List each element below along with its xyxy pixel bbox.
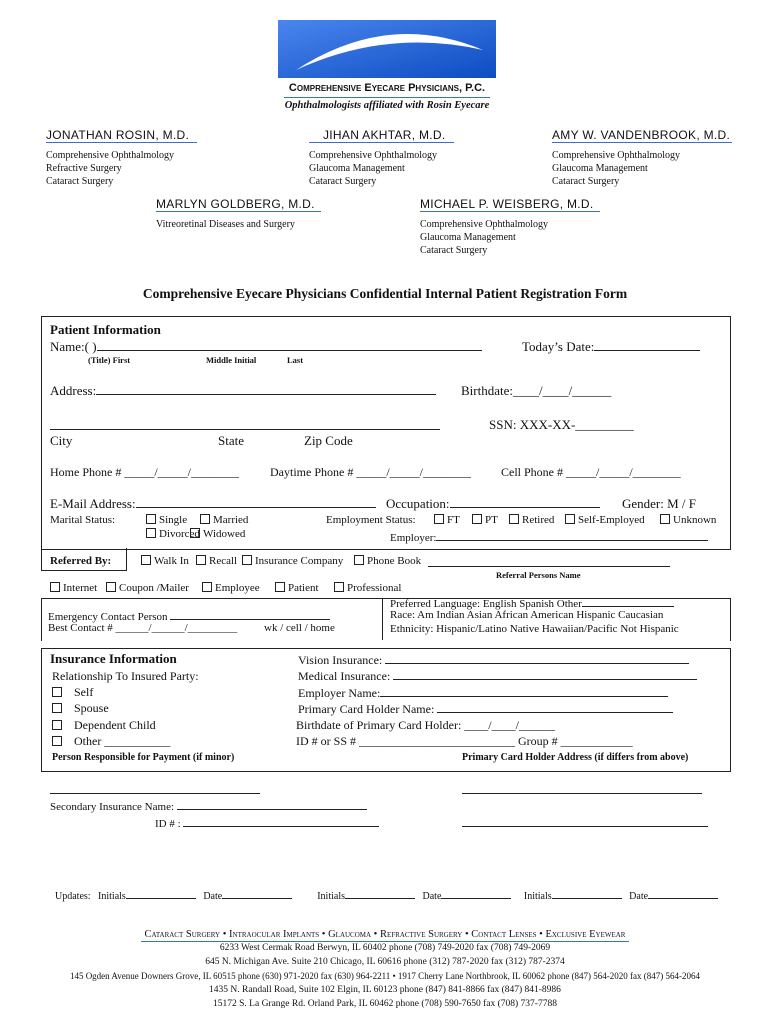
option-label: Insurance Company <box>255 555 344 567</box>
home-phone-field[interactable]: Home Phone # _____/_____/________ <box>50 465 239 479</box>
employment-status-label: Employment Status: <box>326 514 416 526</box>
option-label: Professional <box>347 582 402 594</box>
employer-name-label: Employer Name: <box>298 686 381 700</box>
holder-name-label: Primary Card Holder Name: <box>298 702 435 716</box>
checkbox-icon[interactable] <box>146 514 156 524</box>
checkbox-icon[interactable] <box>200 514 210 524</box>
company-tagline: Ophthalmologists affiliated with Rosin Eyecare <box>284 100 490 111</box>
marital-married[interactable] <box>200 514 248 526</box>
secondary-id-label: ID # : <box>155 818 181 830</box>
checkbox-icon[interactable] <box>354 555 364 565</box>
doctor-specialty: Vitreoretinal Diseases and Surgery <box>156 219 295 230</box>
option-label: Married <box>213 514 249 526</box>
referral-patient[interactable] <box>275 582 319 594</box>
holder-birthdate-field[interactable]: Birthdate of Primary Card Holder: ____/____/______ <box>296 718 555 732</box>
checkbox-icon[interactable] <box>334 582 344 592</box>
preferred-language-field[interactable] <box>390 595 674 610</box>
address-line-2[interactable] <box>50 429 440 430</box>
name-sublabel-first: (Title) First <box>88 355 131 365</box>
date-field[interactable] <box>222 889 292 899</box>
city-label: City <box>50 433 73 448</box>
relationship-label: Relationship To Insured Party: <box>52 669 199 683</box>
marital-status-label: Marital Status: <box>50 514 116 526</box>
section-divider <box>382 598 383 640</box>
medical-insurance-field[interactable] <box>298 668 697 684</box>
checkbox-icon[interactable] <box>106 582 116 592</box>
todays-date-label: Today’s Date: <box>522 339 595 354</box>
date-label: Date <box>203 891 223 902</box>
footer-address-elgin: 1435 N. Randall Road, Suite 102 Elgin, IL 60123 phone (847) 841-8866 fax (847) 841-8986 <box>209 985 561 995</box>
email-field[interactable] <box>50 496 376 512</box>
doctor-name: MARLYN GOLDBERG, M.D. <box>156 197 321 212</box>
doctor-specialty: Comprehensive Ophthalmology <box>552 150 681 161</box>
checkbox-icon[interactable] <box>52 720 62 730</box>
employer-field[interactable] <box>390 529 708 544</box>
initials-field[interactable] <box>345 889 415 899</box>
address-field[interactable] <box>50 383 436 399</box>
option-label: Divorced <box>159 528 200 540</box>
doctor-rosin <box>46 128 197 188</box>
name-label: Name:( ) <box>50 339 97 354</box>
secondary-id-field[interactable] <box>155 815 379 830</box>
insurance-heading: Insurance Information <box>50 651 177 666</box>
referral-employee[interactable] <box>202 582 260 594</box>
doctor-name: JIHAN AKHTAR, M.D. <box>309 128 454 143</box>
option-label: Retired <box>522 514 555 526</box>
preferred-language-label: Preferred Language: English Spanish Other <box>390 598 582 610</box>
doctor-specialty: Glaucoma Management <box>309 163 405 174</box>
option-label: Spouse <box>74 701 109 715</box>
option-label: Walk In <box>154 555 189 567</box>
checkbox-icon[interactable] <box>52 703 62 713</box>
doctor-specialty: Cataract Surgery <box>309 176 377 187</box>
checkbox-icon[interactable] <box>50 582 60 592</box>
checkbox-icon[interactable] <box>190 528 200 538</box>
race-field[interactable]: Race: Am Indian Asian African American Hispanic Caucasian <box>390 609 664 621</box>
ssn-field[interactable]: SSN: XXX-XX-_________ <box>489 417 634 432</box>
doctor-name: JONATHAN ROSIN, M.D. <box>46 128 197 143</box>
doctor-weisberg <box>420 197 600 257</box>
option-label: Self-Employed <box>578 514 645 526</box>
checkbox-icon[interactable] <box>202 582 212 592</box>
doctor-specialty: Comprehensive Ophthalmology <box>309 150 438 161</box>
relationship-spouse[interactable] <box>52 701 109 716</box>
form-title: Comprehensive Eyecare Physicians Confidential Internal Patient Registration Form <box>142 286 628 301</box>
doctor-name: MICHAEL P. WEISBERG, M.D. <box>420 197 600 212</box>
employer-label: Employer: <box>390 532 437 544</box>
checkbox-icon[interactable] <box>434 514 444 524</box>
company-name: Comprehensive Eyecare Physicians, P.C. <box>288 82 486 94</box>
checkbox-icon[interactable] <box>52 736 62 746</box>
footer-address-downers-grove-northbrook: 145 Ogden Avenue Downers Grove, IL 60515 phone (630) 971-2020 fax (630) 964-2211 • 1917 Cherry Lane Northbrook, IL 60062 phone (847) 564-2020 fax (847) 564-2064 <box>69 971 701 981</box>
date-field[interactable] <box>648 889 718 899</box>
referral-insurance-company[interactable] <box>242 555 343 567</box>
doctor-specialty: Cataract Surgery <box>46 176 114 187</box>
option-label: Dependent Child <box>74 718 156 732</box>
doctor-specialty: Glaucoma Management <box>552 163 648 174</box>
checkbox-icon[interactable] <box>275 582 285 592</box>
checkbox-icon[interactable] <box>242 555 252 565</box>
referral-name-line[interactable] <box>428 566 670 567</box>
occupation-field[interactable] <box>386 496 600 512</box>
logo-graphic <box>278 20 496 78</box>
checkbox-icon[interactable] <box>52 687 62 697</box>
state-label: State <box>218 433 244 448</box>
date-field[interactable] <box>441 889 511 899</box>
name-field[interactable] <box>50 339 482 355</box>
option-label: Unknown <box>673 514 717 526</box>
checkbox-icon[interactable] <box>141 555 151 565</box>
holder-address-line[interactable] <box>462 793 702 794</box>
medical-insurance-label: Medical Insurance: <box>298 669 391 683</box>
marital-single[interactable] <box>146 514 187 526</box>
option-label: Internet <box>63 582 98 594</box>
option-label: Coupon /Mailer <box>119 582 189 594</box>
name-sublabel-last: Last <box>287 355 304 365</box>
option-label: Phone Book <box>367 555 422 567</box>
holder-address-line-2[interactable] <box>462 826 708 827</box>
footer-address-chicago: 645 N. Michigan Ave. Suite 210 Chicago, IL 60616 phone (312) 787-2020 fax (312) 787-2374 <box>205 957 565 967</box>
checkbox-icon[interactable] <box>472 514 482 524</box>
referral-coupon[interactable] <box>106 582 189 594</box>
initials-label: Initials <box>317 891 345 902</box>
vision-insurance-label: Vision Insurance: <box>298 653 383 667</box>
initials-field[interactable] <box>126 889 196 899</box>
employment-retired[interactable] <box>509 514 554 526</box>
employment-unknown[interactable] <box>660 514 716 526</box>
date-label: Date <box>629 891 649 902</box>
initials-label: Initials <box>523 891 552 902</box>
date-label: Date <box>422 891 442 902</box>
holder-address-label: Primary Card Holder Address (if differs from above) <box>462 752 689 763</box>
referral-recall[interactable] <box>196 555 237 567</box>
option-label: Patient <box>288 582 319 594</box>
footer-address-orland-park: 15172 S. La Grange Rd. Orland Park, IL 60462 phone (708) 590-7650 fax (708) 737-7788 <box>213 999 557 1009</box>
doctor-specialty: Glaucoma Management <box>420 232 516 243</box>
doctor-specialty: Cataract Surgery <box>552 176 620 187</box>
gender-field[interactable]: Gender: M / F <box>622 496 697 511</box>
cell-phone-field[interactable]: Cell Phone # _____/_____/________ <box>501 465 681 479</box>
secondary-insurance-field[interactable] <box>50 798 367 813</box>
name-sublabel-middle: Middle Initial <box>206 355 257 365</box>
employment-ft[interactable] <box>434 514 460 526</box>
emergency-contact-label: Emergency Contact Person <box>48 611 168 623</box>
best-contact-field[interactable]: Best Contact # ______/______/_________ <box>48 622 238 634</box>
vision-insurance-field[interactable] <box>298 652 689 668</box>
responsible-party-label: Person Responsible for Payment (if minor) <box>52 752 235 763</box>
referred-by-label: Referred By: <box>50 555 112 567</box>
option-label: Widowed <box>203 528 246 540</box>
id-group-field[interactable]: ID # or SS # __________________________ Group # ____________ <box>296 734 633 748</box>
holder-name-field[interactable] <box>298 701 673 717</box>
employment-self-employed[interactable] <box>565 514 645 526</box>
checkbox-icon[interactable] <box>509 514 519 524</box>
relationship-dependent-child[interactable] <box>52 718 156 733</box>
referral-name-caption: Referral Persons Name <box>496 570 581 580</box>
best-contact-type[interactable]: wk / cell / home <box>264 622 335 634</box>
updates-label: Updates: <box>55 891 91 902</box>
referral-phone-book[interactable] <box>354 555 421 567</box>
updates-row <box>55 889 718 902</box>
doctor-specialty: Comprehensive Ophthalmology <box>420 219 549 230</box>
initials-label: Initials <box>98 891 126 902</box>
doctor-specialty: Refractive Surgery <box>46 163 122 174</box>
option-label: PT <box>485 514 498 526</box>
occupation-label: Occupation: <box>386 496 450 511</box>
option-label: Employee <box>215 582 260 594</box>
doctor-goldberg <box>156 197 321 231</box>
option-label: Recall <box>209 555 238 567</box>
doctor-specialty: Cataract Surgery <box>420 245 488 256</box>
ethnicity-field[interactable]: Ethnicity: Hispanic/Latino Native Hawaiian/Pacific Not Hispanic <box>390 623 679 635</box>
doctor-vandenbrook <box>552 128 732 188</box>
daytime-phone-field[interactable]: Daytime Phone # _____/_____/________ <box>270 465 471 479</box>
doctor-name: AMY W. VANDENBROOK, M.D. <box>552 128 731 142</box>
todays-date-field[interactable] <box>522 339 700 355</box>
birthdate-field[interactable]: Birthdate:____/____/______ <box>461 383 612 398</box>
checkbox-icon[interactable] <box>146 528 156 538</box>
company-logo <box>278 20 496 78</box>
responsible-party-line[interactable] <box>50 793 260 794</box>
referral-walk-in[interactable] <box>141 555 189 567</box>
option-label: Other ___________ <box>74 734 171 748</box>
footer-services-row <box>0 924 770 942</box>
doctor-akhtar <box>309 128 454 188</box>
relationship-self[interactable] <box>52 685 93 700</box>
footer-address-berwyn: 6233 West Cermak Road Berwyn, IL 60402 phone (708) 749-2020 fax (708) 749-2069 <box>219 943 551 953</box>
patient-info-heading: Patient Information <box>50 322 161 337</box>
relationship-other[interactable] <box>52 734 170 749</box>
footer-services: Cataract Surgery • Intraocular Implants • Glaucoma • Refractive Surgery • Contact Lenses • Exclusive Eyewear <box>141 929 630 942</box>
checkbox-icon[interactable] <box>565 514 575 524</box>
referral-internet[interactable] <box>50 582 97 594</box>
option-label: Single <box>159 514 188 526</box>
emergency-contact-field[interactable] <box>48 608 330 623</box>
option-label: Self <box>74 685 94 699</box>
checkbox-icon[interactable] <box>660 514 670 524</box>
zip-label: Zip Code <box>304 433 353 448</box>
marital-widowed[interactable] <box>190 528 245 540</box>
initials-field[interactable] <box>552 889 622 899</box>
employer-name-field[interactable] <box>298 685 668 701</box>
referral-professional[interactable] <box>334 582 401 594</box>
address-label: Address: <box>50 383 97 398</box>
employment-pt[interactable] <box>472 514 498 526</box>
secondary-insurance-label: Secondary Insurance Name: <box>50 801 175 813</box>
checkbox-icon[interactable] <box>196 555 206 565</box>
doctor-specialty: Comprehensive Ophthalmology <box>46 150 175 161</box>
email-label: E-Mail Address: <box>50 496 136 511</box>
logo-rule <box>284 97 490 98</box>
option-label: FT <box>447 514 460 526</box>
